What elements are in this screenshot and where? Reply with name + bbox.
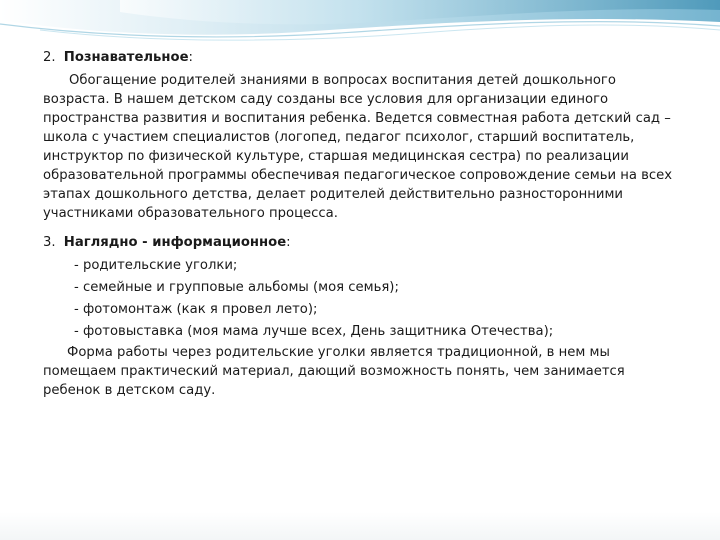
slide-content xyxy=(43,48,683,400)
section-3-heading xyxy=(43,233,683,252)
footer-band-decoration xyxy=(0,512,720,540)
section-2-title: Познавательное xyxy=(63,50,189,65)
section-2-number: 2. xyxy=(43,50,56,65)
section-3-paragraph: Форма работы через родительские уголки является традиционной, в нем мы помещаем практический материал, дающий возможность понять, чем занимается ребенок в детском саду. xyxy=(43,345,625,398)
header-swoosh-decoration xyxy=(0,0,720,48)
section-3-number: 3. xyxy=(43,235,56,250)
list-item: - фотомонтаж (как я провел лето); xyxy=(74,302,318,317)
section-3-colon: : xyxy=(286,235,291,250)
section-3-list xyxy=(43,255,683,343)
list-item: - семейные и групповые альбомы (моя семья); xyxy=(74,280,399,295)
list-item: - родительские уголки; xyxy=(74,258,238,273)
section-3-title: Наглядно - информационное xyxy=(63,235,287,250)
section-2-paragraph: Обогащение родителей знаниями в вопросах воспитания детей дошкольного возраста. В нашем детском саду созданы все условия для организации единого пространства развития и воспитания ребенка. Ведется совместная работа детский сад – школа с участием специалистов (логопед, педагог психолог, старший воспитатель, инструктор по физической культуре, старшая медицинская сестра) по реализации образовательной программы обеспечивая педагогическое сопровождение семьи на всех этапах дошкольного детства, делает родителей действительно разносторонними участниками образовательного процесса. xyxy=(43,73,673,221)
section-2-heading xyxy=(43,48,683,67)
section-2-colon: : xyxy=(188,50,193,65)
list-item: - фотовыставка (моя мама лучше всех, День защитника Отечества); xyxy=(74,324,554,339)
